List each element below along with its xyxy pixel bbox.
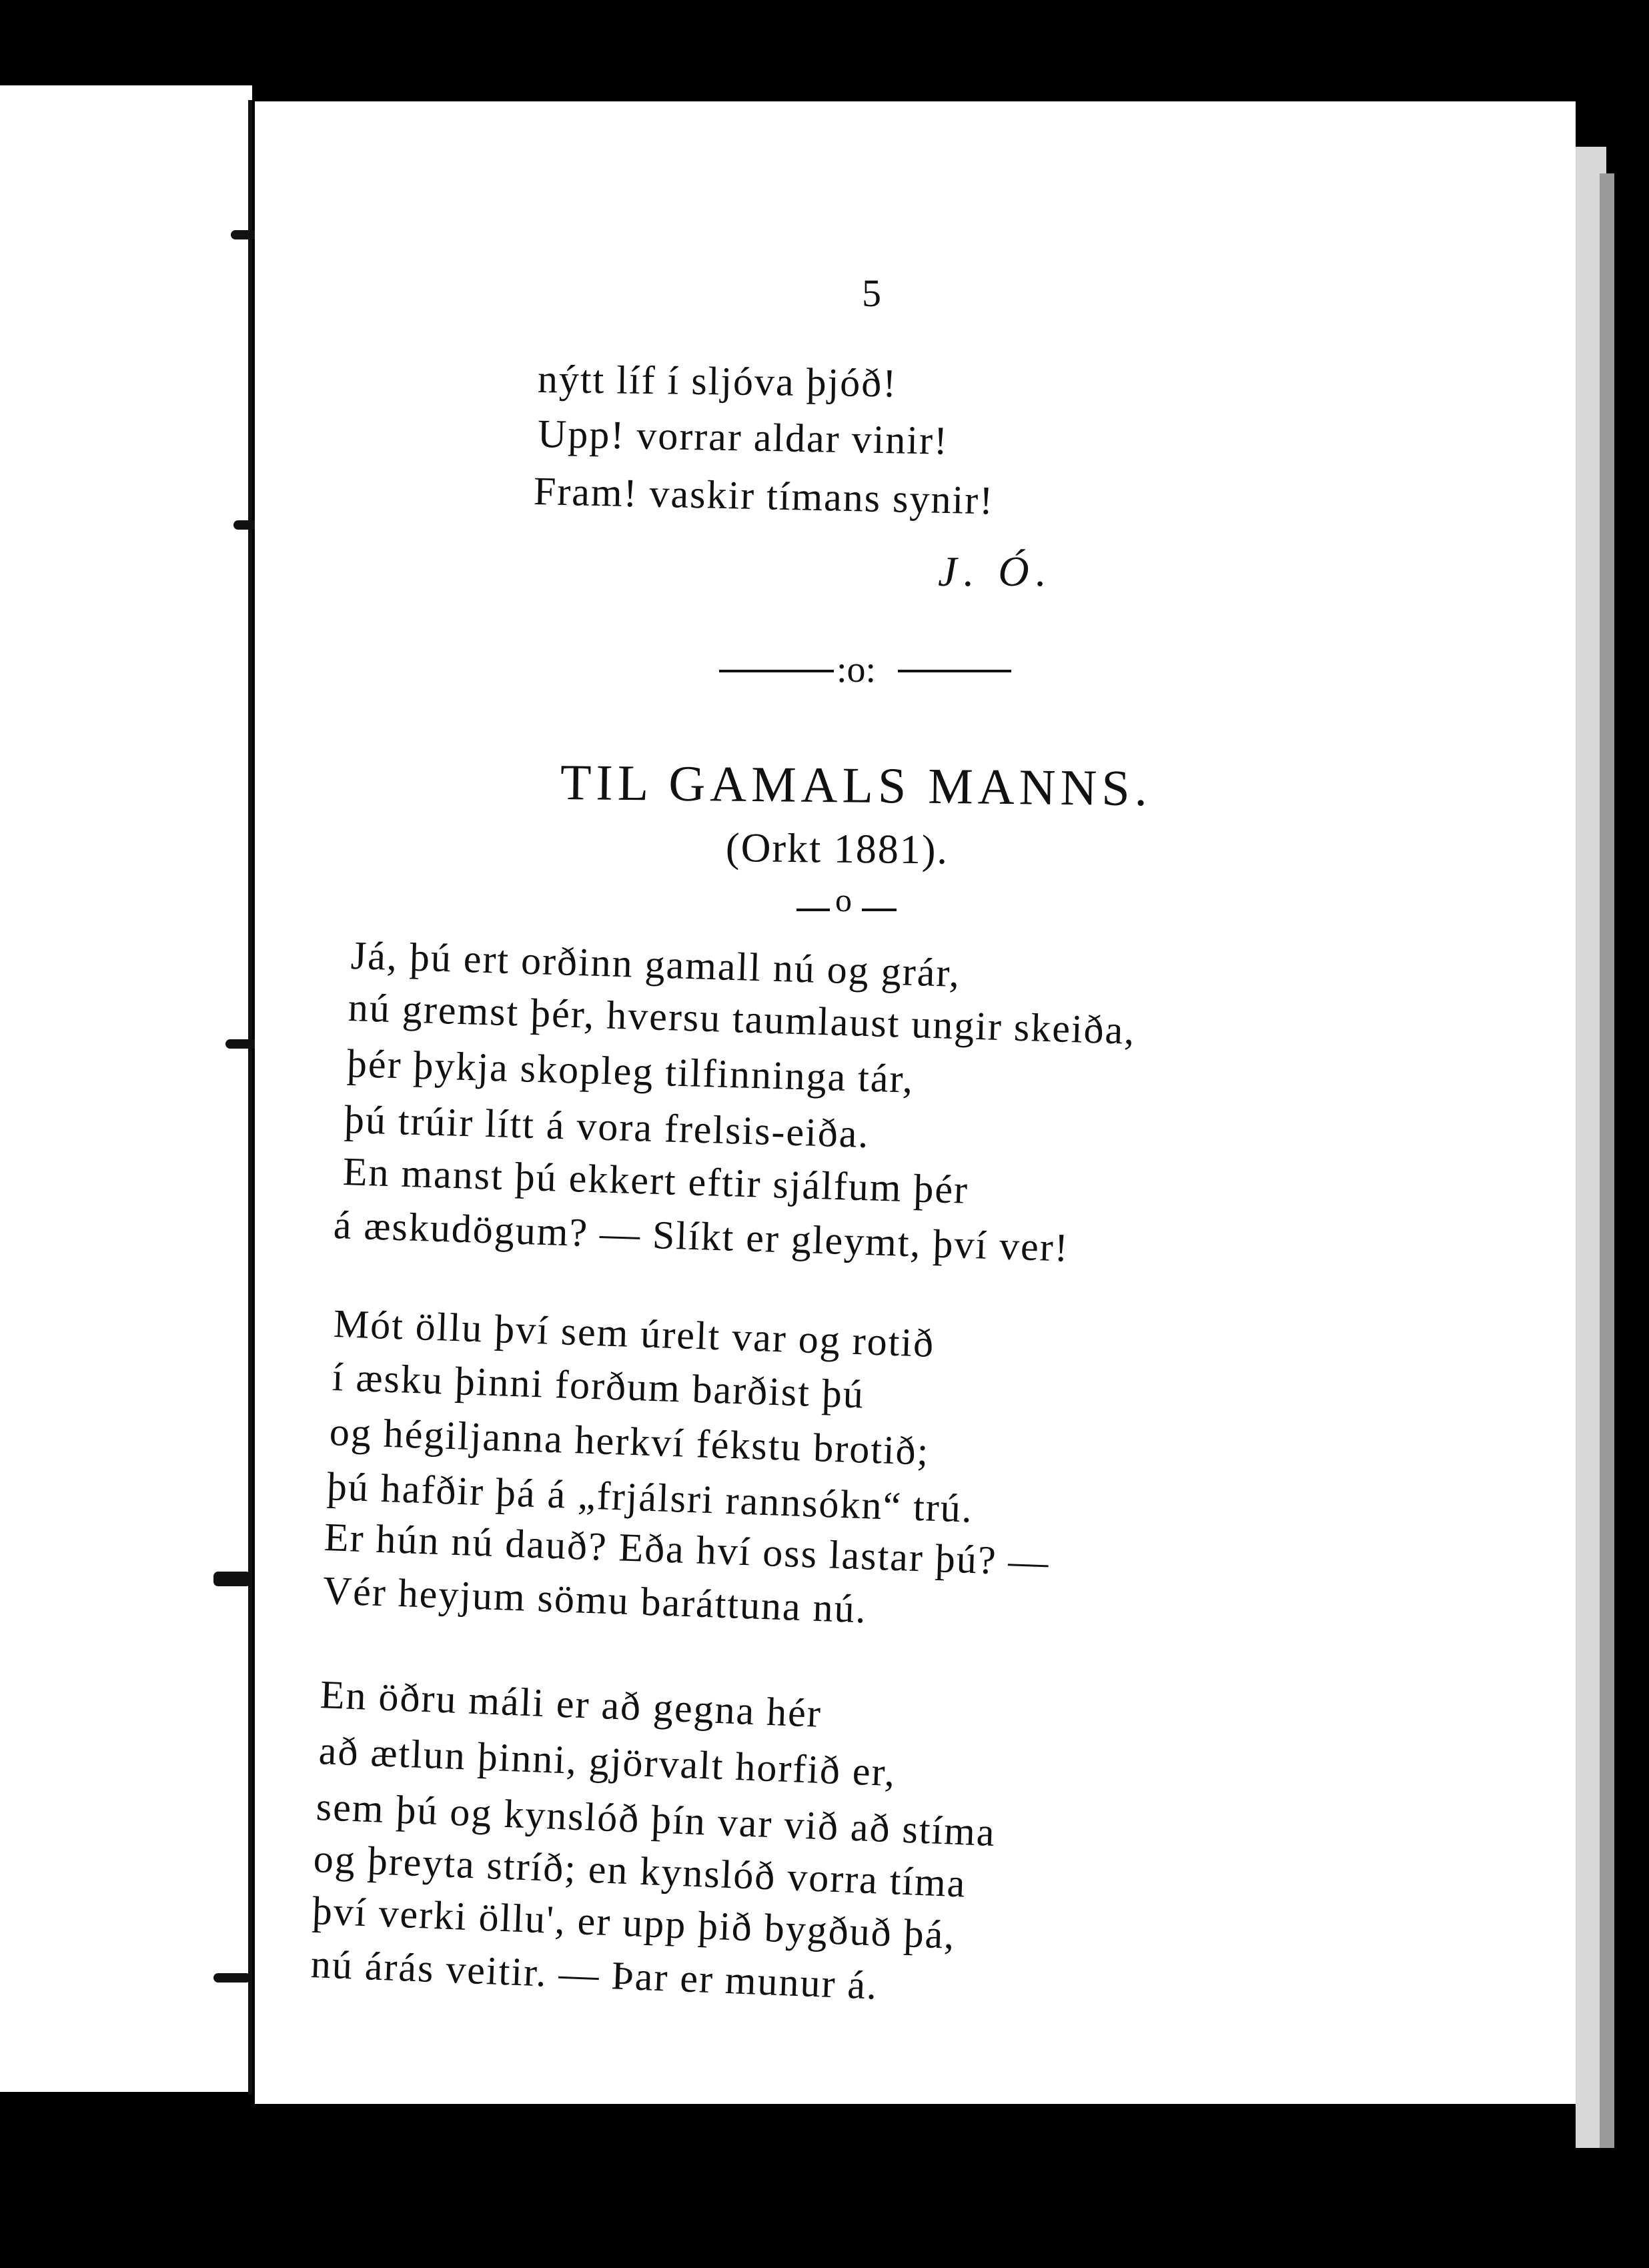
binding-stitch xyxy=(213,1973,251,1982)
facing-page xyxy=(0,85,252,2092)
poem-line: En öðru máli er að gegna hér xyxy=(319,1672,823,1736)
top-stanza-line: Fram! vaskir tímans synir! xyxy=(533,469,995,523)
poem-line: nú gremst þér, hversu taumlaust ungir skeiða, xyxy=(348,985,1137,1053)
author-signature: J. Ó. xyxy=(938,548,1053,595)
poem-line: að ætlun þinni, gjörvalt horfið er, xyxy=(318,1728,897,1795)
page-edge-shadow xyxy=(1600,173,1614,2148)
poem-line: og hégiljanna herkví fékstu brotið; xyxy=(328,1409,931,1474)
poem-line: á æskudögum? — Slíkt er gleymt, því ver! xyxy=(332,1203,1070,1270)
poem-title: TIL GAMALS MANNS. xyxy=(560,754,1153,817)
poem-line: nú árás veitir. — Þar er munur á. xyxy=(310,1942,879,2008)
page-number: 5 xyxy=(862,271,881,315)
poem-line: þú hafðir þá á „frjálsri rannsókn“ trú. xyxy=(326,1464,974,1531)
separator-rule-left xyxy=(719,670,834,672)
small-separator-mark: o xyxy=(835,881,852,919)
poem-line: En manst þú ekkert eftir sjálfum þér xyxy=(342,1149,969,1212)
poem-line: þér þykja skopleg tilfinninga tár, xyxy=(346,1041,915,1101)
separator-rule-right xyxy=(898,670,1011,672)
poem-subtitle: (Orkt 1881). xyxy=(725,825,949,873)
poem-line: því verki öllu', er upp þið bygðuð þá, xyxy=(311,1888,957,1958)
poem-line: Er hún nú dauð? Eða hví oss lastar þú? — xyxy=(323,1515,1051,1584)
separator-mark: :o: xyxy=(837,649,877,690)
book-spine xyxy=(248,100,252,2095)
poem-line: þú trúir lítt á vora frelsis-eiða. xyxy=(344,1097,871,1156)
poem-line: Já, þú ert orðinn gamall nú og grár, xyxy=(350,933,961,996)
poem-line: og þreyta stríð; en kynslóð vorra tíma xyxy=(312,1836,967,1906)
poem-line: í æsku þinni forðum barðist þú xyxy=(331,1355,865,1417)
top-stanza-line: Upp! vorrar aldar vinir! xyxy=(537,412,949,463)
poem-line: Mót öllu því sem úrelt var og rotið xyxy=(332,1301,936,1365)
poem-line: sem þú og kynslóð þín var við að stíma xyxy=(315,1784,997,1855)
small-rule-left xyxy=(796,909,830,911)
poem-line: Vér heyjum sömu baráttuna nú. xyxy=(322,1568,868,1632)
top-stanza-line: nýtt líf í sljóva þjóð! xyxy=(537,357,898,406)
small-rule-right xyxy=(862,909,897,911)
binding-stitch xyxy=(213,1572,251,1586)
